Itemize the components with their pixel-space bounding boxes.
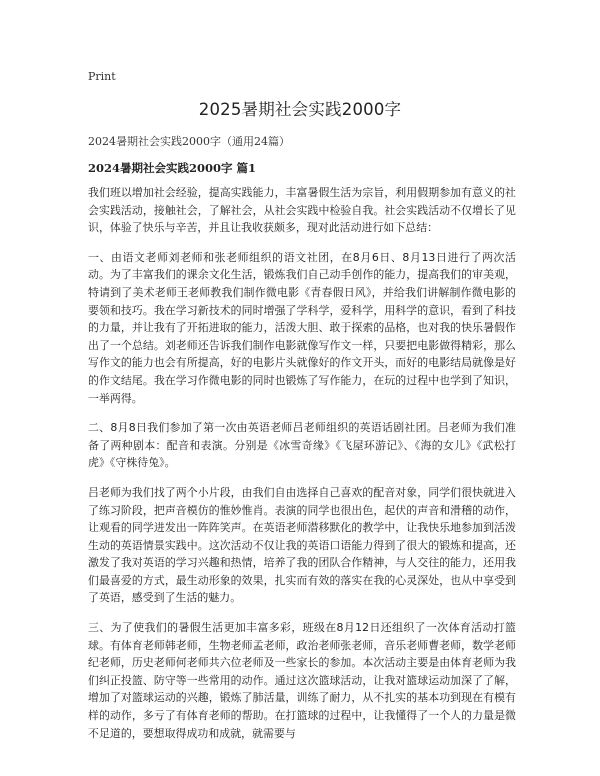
paragraph-english-drama: 二、8月8日我们参加了第一次由英语老师吕老师组织的英语话剧社团。吕老师为我们准备了两种剧本：配音和表演。分别是《冰雪奇缘》《飞屋环游记》、《海的女儿》《武松打虎》《守株待兔》。: [88, 421, 516, 470]
article-body: [88, 184, 516, 754]
section-heading: 2024暑期社会实践2000字 篇1: [88, 161, 257, 175]
paragraph-dubbing: 吕老师为我们找了两个小片段，由我们自由选择自己喜欢的配音对象，同学们很快就进入了练习阶段，把声音模仿的惟妙惟肖。表演的同学也很出色，起伏的声音和滑稽的动作，让观看的同学进发出一阵阵笑声。在英语老师潜移默化的教学中，让我快乐地参加到活泼生动的英语情景实践中。这次活动不仅让我的英语口语能力得到了很大的锻炼和提高，还激发了我对英语的学习兴趣和热情，培养了我的团队合作精神，与人交往的能力，还用我们最喜爱的方式，最生动形象的效果，扎实而有效的落实在我的心灵深处，也从中享受到了英语，感受到了生活的魅力。: [88, 485, 516, 605]
paragraph-chinese-club: 一、由语文老师刘老师和张老师组织的语文社团，在8月6日、8月13日进行了两次活动。为了丰富我们的课余文化生活，锻炼我们自己动手创作的能力，提高我们的审美观，特请到了美术老师王老师教我们制作微电影《青春假日风》，并给我们讲解制作微电影的要领和技巧。我在学习新技术的同时增强了学科学，爱科学，用科学的意识，看到了科技的力量，并让我有了开拓进取的能力，活泼大胆、敢于探索的品格，也对我的快乐暑假作出了一个总结。刘老师还告诉我们制作电影就像写作文一样，只要把电影做得精彩，那么写作文的能力也会有所提高，好的电影片头就像好的作文开头，而好的电影结局就像是好的作文结尾。我在学习作微电影的同时也锻炼了写作能力，在玩的过程中也学到了知识，一举两得。: [88, 250, 516, 405]
document-subtitle: 2024暑期社会实践2000字（通用24篇）: [88, 135, 290, 148]
paragraph-basketball: 三、为了使我们的暑假生活更加丰富多彩，班级在8月12日还组织了一次体育活动打篮球。有体育老师韩老师，生物老师孟老师，政治老师张老师，音乐老师曹老师，数学老师纪老师，历史老师何老师共六位老师及一些家长的参加。本次活动主要是由体育老师为我们纠正投篮、防守等一些常用的动作。通过这次篮球活动，让我对篮球运动加深了了解，增加了对篮球运动的兴趣，锻炼了肺活量，训练了耐力，从不扎实的基本功到现在有模有样的动作，多亏了有体育老师的帮助。在打篮球的过程中，让我懂得了一个人的力量是微不足道的，要想取得成功和成就，就需要与: [88, 621, 516, 740]
print-link[interactable]: Print: [88, 70, 116, 83]
paragraph-intro: 我们班以增加社会经验，提高实践能力，丰富暑假生活为宗旨，利用假期参加有意义的社会实践活动，接触社会，了解社会，从社会实践中检验自我。社会实践活动不仅增长了见识，体验了快乐与辛苦，并且让我收获颇多，现对此活动进行如下总结：: [88, 186, 516, 235]
page-title: 2025暑期社会实践2000字: [198, 100, 402, 119]
